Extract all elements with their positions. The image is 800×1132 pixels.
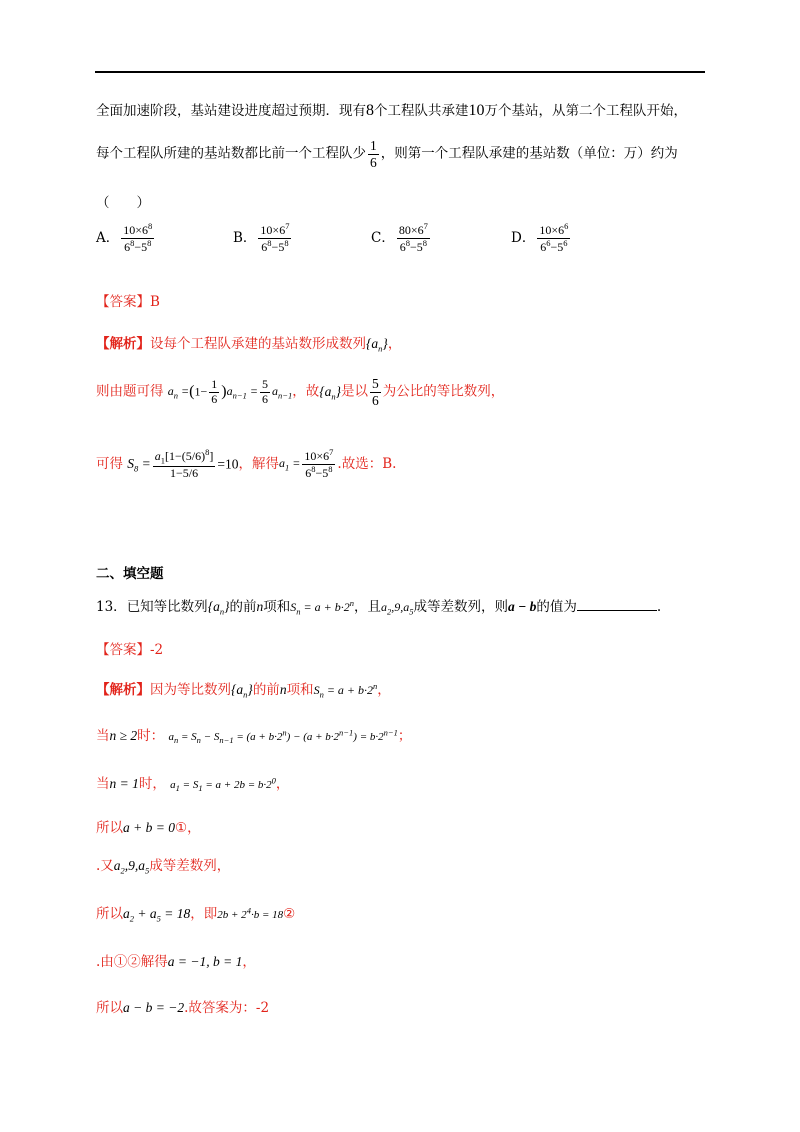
p13-analysis-6: 所以$a_2 + a_5 = 18$，即$2b + 2^4\cdot b$ = 18② [96,905,296,924]
option-d[interactable]: D． $\frac{10\times 6^6}{6^6-5^6}$ [511,221,569,254]
p13-analysis-1: 【解析】因为等比数列$\{a_n\}$的前n项和$S_n = a + b\cdot 2^n$， [96,681,391,700]
p13-analysis-7: .由①②解得a = −1, b = 1， [96,954,256,970]
p12-paren: （ ） [96,195,150,211]
p13-question: 13．已知等比数列$\{a_n\}$的前n项和$S_n = a + b\cdot 2^n$，且$a_2,9,a_5$成等差数列，则a − b的值为 . [96,598,662,617]
section-title: 二、填空题 [96,566,164,582]
p12-analysis-3: 可得 $S_8$ = $\frac{a_1[1-(5/6)^8]}{1-5/6}$ =10，解得$a_1$ = $\frac{10\times 6^7}{6^8-5^8}$ .故选：B. [96,447,397,481]
p13-analysis-3: 当n = 1时， $a_1 = S_1 = a + 2b = b\cdot 2^0$， [96,775,290,794]
p12-analysis-1: 【解析】设每个工程队承建的基站数形成数列$\{a_n\}$， [96,336,402,354]
p12-line2: 每个工程队所建的基站数都比前一个工程队少 $\frac{1}{6}$ ，则第一个工程队承建的基站数（单位：万）约为 [96,138,678,170]
p12-line1: 全面加速阶段，基站建设进度超过预期．现有8个工程队共承建10万个基站，从第二个工程队开始， [96,102,687,119]
p13-analysis-5: .又$a_2,9,a_5$成等差数列， [96,858,231,876]
p13-analysis-2: 当n ≥ 2时： $a_n = S_n - S_{n-1} = (a + b\cdot 2^n) - (a + b\cdot 2^{n-1}) = b\cdot 2^{n-1}$； [96,727,412,746]
option-b[interactable]: B． $\frac{10\times 6^7}{6^8-5^8}$ [233,221,290,254]
option-c[interactable]: C． $\frac{80\times 6^7}{6^8-5^8}$ [371,221,428,254]
option-a[interactable]: A． $\frac{10\times 6^8}{6^8-5^8}$ [96,221,153,254]
answer-blank[interactable] [577,598,657,611]
p12-analysis-2: 则由题可得 $a_n =(1-$ $\frac{1}{6}$ )$a_{n-1}$ = $\frac{5}{6}$ $a_{n-1}$，故$\{a_n\}$是以 $\frac{5}{6}$ 为公比的等比数列， [96,376,505,408]
header-rule [95,71,705,73]
p12-answer: 【答案】B [96,294,160,310]
p13-analysis-8: 所以a − b = −2.故答案为：-2 [96,1000,270,1016]
p13-analysis-4: 所以a + b = 0①， [96,820,201,836]
fraction-one-sixth: $\frac{1}{6}$ [370,138,377,170]
p13-answer: 【答案】-2 [96,642,164,658]
